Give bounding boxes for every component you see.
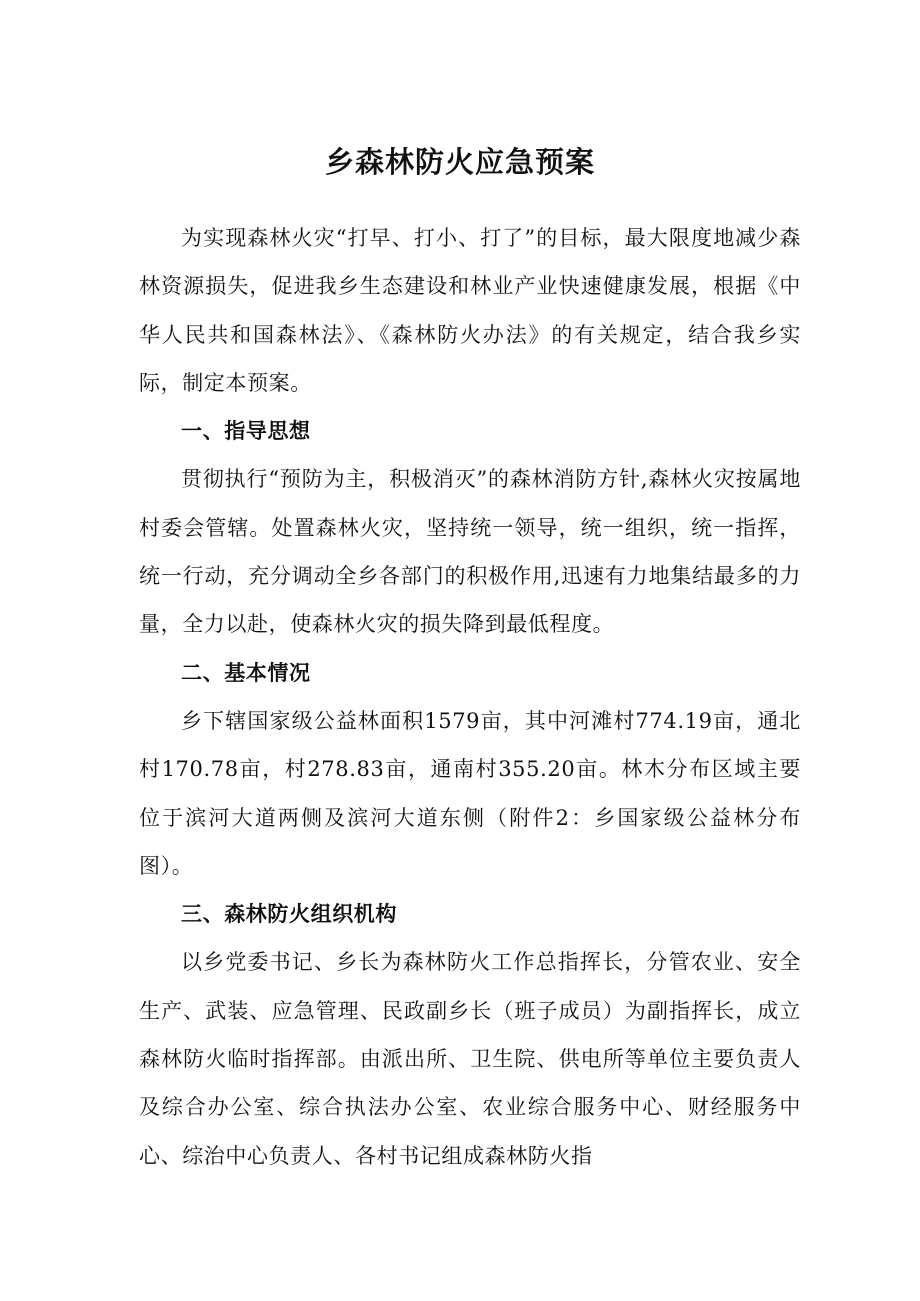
section-paragraph-organization: 以乡党委书记、乡长为森林防火工作总指挥长，分管农业、安全生产、武装、应急管理、民政副乡长（班子成员）为副指挥长，成立森林防火临时指挥部。由派出所、卫生院、供电所等单位主要负责人及综合办公室、综合执法办公室、农业综合服务中心、财经服务中心、综治中心负责人、各村书记组成森林防火指 [139,950,801,1168]
section-heading-organization: 三、森林防火组织机构 [181,902,397,927]
intro-paragraph: 为实现森林火灾“打早、打小、打了”的目标，最大限度地减少森林资源损失，促进我乡生态建设和林业产业快速健康发展，根据《中华人民共和国森林法》、《森林防火办法》的有关规定，结合我乡实际，制定本预案。 [139,226,801,395]
section-paragraph-basic-situation: 乡下辖国家级公益林面积1579亩，其中河滩村774.19亩，通北村170.78亩，村278.83亩，通南村355.20亩。林木分布区域主要位于滨河大道两侧及滨河大道东侧（附件2：乡国家级公益林分布图）。 [139,708,801,878]
document-title: 乡森林防火应急预案 [324,145,595,179]
document-body [139,214,801,1180]
section-heading-guiding-ideology: 一、指导思想 [181,419,311,444]
section-heading-basic-situation: 二、基本情况 [181,660,311,685]
section-paragraph-guiding-ideology: 贯彻执行“预防为主，积极消灭”的森林消防方针,森林火灾按属地村委会管辖。处置森林火灾，坚持统一领导，统一组织，统一指挥，统一行动，充分调动全乡各部门的积极作用,迅速有力地集结最多的力量，全力以赴，使森林火灾的损失降到最低程度。 [139,467,801,637]
